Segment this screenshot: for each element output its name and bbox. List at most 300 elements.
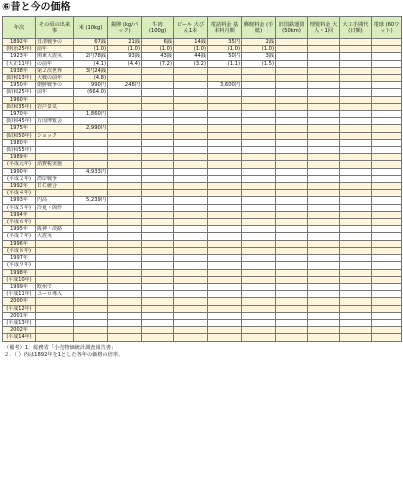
price-cell [372,175,402,182]
price-cell: (1.0) [242,46,276,53]
price-cell [372,298,402,305]
price-cell [142,197,174,204]
price-cell [142,269,174,276]
price-cell [108,161,142,168]
price-cell [340,312,372,319]
price-cell [372,211,402,218]
column-header: ビール 大びん1本 [174,17,208,39]
price-cell [142,75,174,82]
year-cell: (平成４年) [3,190,36,197]
price-cell [340,183,372,190]
price-cell [208,103,242,110]
year-cell: 1960年 [3,96,36,103]
event-cell: 第２次世界 [36,67,74,74]
year-cell: 1923年 [3,53,36,60]
price-cell [276,211,308,218]
price-cell [108,269,142,276]
price-cell [208,204,242,211]
price-cell [372,219,402,226]
price-cell: (1.0) [74,46,108,53]
price-cell [276,139,308,146]
price-cell [142,125,174,132]
table-row [3,319,402,326]
price-cell [372,89,402,96]
price-cell [242,219,276,226]
price-cell [276,298,308,305]
price-cell [308,204,340,211]
table-body [3,39,402,342]
price-cell [242,147,276,154]
price-cell [174,168,208,175]
price-cell: 50円 [208,53,242,60]
price-cell [108,298,142,305]
price-cell [372,276,402,283]
price-cell [372,154,402,161]
price-cell [142,96,174,103]
price-cell [340,334,372,341]
column-header: 電話料金 基本料月額 [208,17,242,39]
price-cell [372,67,402,74]
price-cell [208,96,242,103]
year-cell: 2001年 [3,312,36,319]
year-cell: 1992年 [3,183,36,190]
price-cell [308,305,340,312]
footnote: ２．（ ）内は1892年を1とした各年の価格の倍率。 [4,351,124,358]
price-cell [340,111,372,118]
price-cell [74,247,108,254]
price-cell [242,269,276,276]
price-cell [108,89,142,96]
event-cell: 関東大震災 [36,53,74,60]
price-cell [208,233,242,240]
price-cell [208,219,242,226]
price-cell [208,269,242,276]
price-cell [372,334,402,341]
price-cell [308,190,340,197]
price-cell [308,46,340,53]
price-cell [142,168,174,175]
price-cell [242,197,276,204]
price-cell [142,262,174,269]
year-cell: (大正11年) [3,60,36,67]
event-cell [36,190,74,197]
price-cell [372,82,402,89]
price-cell [74,283,108,290]
price-cell [74,262,108,269]
price-cell [174,283,208,290]
price-cell [372,39,402,46]
price-cell [308,175,340,182]
price-cell [108,211,142,218]
price-cell [74,132,108,139]
price-cell [242,327,276,334]
price-cell [142,276,174,283]
price-cell [242,247,276,254]
column-header: 米 (10kg) [74,17,108,39]
event-cell [36,147,74,154]
price-cell [340,262,372,269]
price-cell [308,233,340,240]
price-cell: 248円 [108,82,142,89]
price-cell [276,204,308,211]
column-header: 鶏卵 (kg/パック) [108,17,142,39]
price-cell [340,75,372,82]
year-cell: 1994年 [3,211,36,218]
table-row [3,312,402,319]
table-row [3,283,402,290]
price-cell [308,226,340,233]
table-row [3,298,402,305]
price-cell [174,255,208,262]
price-cell [372,283,402,290]
price-cell: (1.1) [208,60,242,67]
price-cell [74,154,108,161]
price-cell [108,262,142,269]
price-cell: (1.0) [108,46,142,53]
price-cell [108,283,142,290]
price-cell [276,60,308,67]
price-cell [276,312,308,319]
year-cell: 1990年 [3,168,36,175]
price-cell [174,291,208,298]
price-cell [208,327,242,334]
price-cell [308,168,340,175]
year-cell: (平成12年) [3,305,36,312]
price-cell [242,132,276,139]
price-cell [276,82,308,89]
price-cell [340,67,372,74]
price-cell [74,276,108,283]
price-cell [242,204,276,211]
price-cell [142,183,174,190]
price-cell [174,334,208,341]
year-cell: 1995年 [3,226,36,233]
price-cell [242,67,276,74]
price-cell [74,291,108,298]
price-cell [372,125,402,132]
price-cell [340,197,372,204]
price-cell [174,276,208,283]
column-header: 牛肉 (100g) [142,17,174,39]
page-title: ⑥昔と今の価格 [2,2,71,13]
event-cell: 湾岸戦争 [36,175,74,182]
event-cell [36,154,74,161]
event-cell: 冷夏・凶作 [36,204,74,211]
price-cell [74,226,108,233]
price-cell [372,96,402,103]
price-cell [142,89,174,96]
price-cell [242,154,276,161]
price-cell [174,118,208,125]
price-cell [174,132,208,139]
price-cell [276,276,308,283]
price-cell [372,190,402,197]
table-row [3,305,402,312]
price-cell [108,125,142,132]
price-cell [208,211,242,218]
price-cell [108,96,142,103]
price-cell [108,132,142,139]
price-cell [308,240,340,247]
price-cell [74,139,108,146]
price-cell [174,175,208,182]
price-cell: 3,600円 [208,82,242,89]
price-cell [208,132,242,139]
price-cell [276,247,308,254]
price-cell [308,154,340,161]
price-cell [276,75,308,82]
price-cell [174,204,208,211]
price-cell [142,82,174,89]
table-row [3,39,402,46]
price-cell [142,305,174,312]
year-cell: (昭和13年) [3,75,36,82]
price-cell [242,96,276,103]
price-cell [142,111,174,118]
price-cell [276,226,308,233]
price-cell [276,319,308,326]
price-cell [108,247,142,254]
price-cell [108,240,142,247]
table-row [3,233,402,240]
price-cell [142,190,174,197]
price-cell [108,190,142,197]
price-cell [308,53,340,60]
price-cell [372,118,402,125]
column-header: 年次 [3,17,36,39]
price-cell [74,204,108,211]
table-row [3,53,402,60]
price-cell [174,269,208,276]
price-cell [340,175,372,182]
price-cell [208,89,242,96]
price-cell [340,96,372,103]
price-cell [308,67,340,74]
price-cell [142,298,174,305]
footnotes [0,342,403,359]
price-cell: (4.8) [74,75,108,82]
year-cell: 1892年 [3,39,36,46]
price-cell [340,240,372,247]
price-cell [74,175,108,182]
price-cell [276,183,308,190]
price-cell [74,305,108,312]
price-cell [372,197,402,204]
price-cell [108,118,142,125]
event-cell [36,211,74,218]
price-cell [242,276,276,283]
price-cell [308,60,340,67]
price-cell [208,197,242,204]
price-cell [308,283,340,290]
price-cell [208,111,242,118]
price-cell [108,67,142,74]
price-cell: 14銭 [174,39,208,46]
price-cell [242,89,276,96]
year-cell: (平成元年) [3,161,36,168]
price-cell [372,255,402,262]
year-cell: (昭和35年) [3,103,36,110]
price-cell [142,175,174,182]
price-cell [174,111,208,118]
price-cell: 3銭 [242,53,276,60]
price-cell [174,197,208,204]
price-cell [372,139,402,146]
price-cell [340,147,372,154]
price-cell [242,111,276,118]
price-cell [142,147,174,154]
price-cell [174,211,208,218]
price-cell [174,247,208,254]
table-row [3,247,402,254]
price-cell [74,147,108,154]
event-cell: 前年 [36,46,74,53]
price-cell [276,190,308,197]
price-cell [108,233,142,240]
price-cell [372,319,402,326]
column-header: その頃の出来事 [36,17,74,39]
price-cell [174,75,208,82]
price-cell [74,298,108,305]
price-cell [208,183,242,190]
table-row [3,46,402,53]
price-cell [372,291,402,298]
price-cell [174,161,208,168]
price-cell [372,233,402,240]
price-cell [108,255,142,262]
event-cell [36,262,74,269]
price-cell [108,154,142,161]
price-cell [276,118,308,125]
price-cell [340,190,372,197]
price-cell [340,46,372,53]
price-cell [372,75,402,82]
table-row [3,125,402,132]
price-cell [242,118,276,125]
year-cell: (昭和50年) [3,132,36,139]
price-cell [372,60,402,67]
event-cell: 欧州で [36,283,74,290]
event-cell: ＥＣ統合 [36,183,74,190]
event-cell: 大震災 [36,233,74,240]
price-cell [208,305,242,312]
price-cell [340,269,372,276]
table-row [3,111,402,118]
price-cell [308,75,340,82]
price-cell [242,291,276,298]
price-cell [108,291,142,298]
price-cell [142,103,174,110]
price-cell [340,53,372,60]
price-cell [340,255,372,262]
price-cell: (1.0) [174,46,208,53]
price-cell [276,262,308,269]
price-cell [276,161,308,168]
price-cell [208,125,242,132]
price-cell [308,211,340,218]
price-cell [242,125,276,132]
footnote: （備考）1．総務省「小売物価統計調査報告書」 [4,344,117,351]
price-cell [340,82,372,89]
price-cell [74,327,108,334]
table-row [3,75,402,82]
price-cell [174,82,208,89]
table-row [3,103,402,110]
price-cell [340,118,372,125]
year-cell: 1970年 [3,111,36,118]
price-cell [142,233,174,240]
price-cell [372,247,402,254]
price-cell [340,154,372,161]
table-row [3,334,402,341]
price-cell [308,276,340,283]
price-cell [174,190,208,197]
year-cell: 2000年 [3,298,36,305]
price-cell: 21銭 [108,39,142,46]
price-cell [372,147,402,154]
price-cell: 2円78銭 [74,53,108,60]
price-cell [142,118,174,125]
price-cell [340,291,372,298]
event-cell [36,298,74,305]
price-cell [208,75,242,82]
price-cell: (3.2) [174,60,208,67]
price-cell [276,327,308,334]
price-table [2,16,402,342]
price-cell: (664.0) [74,89,108,96]
price-cell: 6銭 [142,39,174,46]
price-cell [372,161,402,168]
price-cell [242,298,276,305]
year-cell: (昭和25年) [3,89,36,96]
column-header: 理髪料金 大人・1回 [308,17,340,39]
price-cell [108,204,142,211]
event-cell [36,111,74,118]
price-cell [174,125,208,132]
price-cell [276,39,308,46]
price-cell [208,118,242,125]
event-cell: 大戦の前年 [36,75,74,82]
price-cell [340,132,372,139]
price-cell [142,247,174,254]
event-cell [36,334,74,341]
price-cell [242,168,276,175]
price-cell [74,255,108,262]
price-cell [308,197,340,204]
event-cell [36,240,74,247]
price-cell [242,255,276,262]
price-cell [276,96,308,103]
price-cell [142,283,174,290]
price-cell [242,233,276,240]
price-cell [242,226,276,233]
event-cell: 円高 [36,197,74,204]
year-cell: (平成11年) [3,291,36,298]
price-cell [242,312,276,319]
table-row [3,67,402,74]
year-cell: 1998年 [3,269,36,276]
price-cell [242,103,276,110]
table-row [3,269,402,276]
event-cell [36,96,74,103]
price-cell [208,334,242,341]
price-cell [340,168,372,175]
price-cell [242,161,276,168]
price-cell [108,168,142,175]
year-cell: 1996年 [3,240,36,247]
price-cell [108,319,142,326]
year-cell: 1989年 [3,154,36,161]
